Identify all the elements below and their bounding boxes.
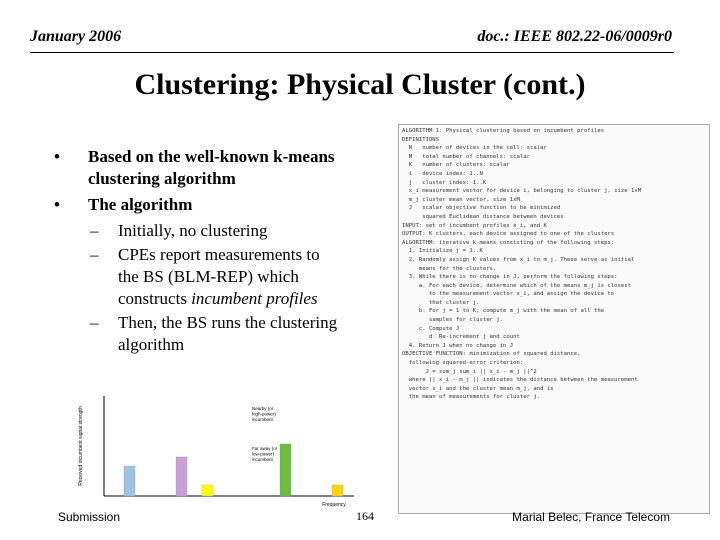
code-line: 3. While there is no change in J, perform the following steps: xyxy=(402,274,618,281)
code-line: K number of clusters: scalar xyxy=(402,162,510,169)
header-doc-id: doc.: IEEE 802.22-06/0009r0 xyxy=(477,28,672,45)
bullet-list xyxy=(54,146,344,356)
code-line: 4. Return J when no change in J xyxy=(402,342,514,349)
code-line: b. For j = 1 to K, compute m_j with the mean of all the xyxy=(402,308,605,315)
code-line: INPUT: set of incumbent profiles x_i, and K xyxy=(402,222,547,229)
algorithm-listing xyxy=(398,124,710,514)
code-line: x_i measurement vector for device i, belonging to cluster j, size 1xM xyxy=(402,188,642,195)
bullet-item xyxy=(54,146,344,190)
code-line: where || x_i - m_j || indicates the distance between the measurement xyxy=(402,377,638,384)
code-line: a. For each device, determine which of the means m_j is closest xyxy=(402,282,632,289)
sub-bullet-item xyxy=(54,220,344,242)
code-line: that cluster j. xyxy=(402,299,480,306)
code-line: J = sum_j sum_i || x_i - m_j ||^2 xyxy=(402,368,537,375)
bullet-dot-icon: • xyxy=(54,147,60,166)
x-axis-label: Frequency xyxy=(322,502,346,508)
code-line: c. Compute J xyxy=(402,325,460,332)
code-line: to the measurement vector x_i, and assign the device to xyxy=(402,291,615,298)
dash-icon: – xyxy=(90,221,99,240)
code-line: N number of devices in the cell: scalar xyxy=(402,145,547,152)
slide-title: Clustering: Physical Cluster (cont.) xyxy=(134,68,586,101)
code-line: the mean of measurements for cluster j. xyxy=(402,394,541,401)
annotation-far: Far away (or low-power) incumbent xyxy=(252,446,278,462)
chart-bar xyxy=(124,466,135,496)
code-line: J scalar objective function to be minimized xyxy=(402,205,561,212)
code-line: OUTPUT: K clusters, each device assigned to one of the clusters xyxy=(402,231,615,238)
code-line: OBJECTIVE FUNCTION: minimization of squared distance, xyxy=(402,351,581,358)
sub-bullet-item xyxy=(54,312,344,356)
code-line: squared Euclidean distance between devices xyxy=(402,213,564,220)
chart-bar xyxy=(332,485,343,496)
header-date: January 2006 xyxy=(30,28,122,45)
signal-strength-chart xyxy=(74,392,364,518)
code-line: ALGORITHM: iterative k-means consisting of the following steps: xyxy=(402,239,615,246)
bullet-text: The algorithm xyxy=(88,195,193,214)
code-line: 2. Randomly assign K values from x_i to m_j. These serve as initial xyxy=(402,256,635,263)
annotation-nearby: Nearby (or high-power) incumbent xyxy=(252,406,276,422)
code-line: samples for cluster j. xyxy=(402,317,504,324)
chart-bar xyxy=(202,485,213,496)
code-line: d. Re-increment j and count xyxy=(402,334,520,341)
footer-author: Marial Belec, France Telecom xyxy=(512,510,670,524)
code-line: j cluster index: 1..K xyxy=(402,179,487,186)
code-line: m_j cluster mean vector, size 1xM xyxy=(402,196,520,203)
dash-icon: – xyxy=(90,245,99,264)
chart-bar xyxy=(176,457,187,496)
bullet-text: Based on the well-known k-means clustering algorithm xyxy=(88,147,335,188)
code-line: ALGORITHM 1: Physical clustering based on incumbent profiles xyxy=(402,128,605,134)
code-line: following squared-error criterion: xyxy=(402,360,524,367)
code-line: means for the clusters. xyxy=(402,265,497,272)
chart-bar xyxy=(280,444,291,496)
dash-icon: – xyxy=(90,313,99,332)
header-rule xyxy=(30,52,674,53)
bullet-item xyxy=(54,194,344,216)
bullet-dot-icon: • xyxy=(54,195,60,214)
code-line: 1. Initialize j = 1..K xyxy=(402,248,483,255)
footer-page-number: 164 xyxy=(356,509,374,523)
sub-bullet-text-main: CPEs report measurements to the BS (BLM-REP) which constructs xyxy=(118,245,320,308)
code-line: vector x_i and the cluster mean m_j, and is xyxy=(402,385,554,392)
code-line: M total number of channels: scalar xyxy=(402,153,530,160)
sub-bullet-italic: incumbent profiles xyxy=(191,289,318,308)
sub-bullet-text xyxy=(118,245,320,308)
chart-svg xyxy=(74,392,364,518)
footer-submission: Submission xyxy=(58,510,121,524)
sub-bullet-text: Then, the BS runs the clustering algorithm xyxy=(118,313,338,354)
sub-bullet-item xyxy=(54,244,344,310)
sub-bullet-text: Initially, no clustering xyxy=(118,221,268,240)
y-axis-label: Received incumbent signal strength xyxy=(78,406,84,486)
code-line: i device index: 1..N xyxy=(402,170,483,177)
code-line: DEFINITIONS xyxy=(402,136,440,143)
